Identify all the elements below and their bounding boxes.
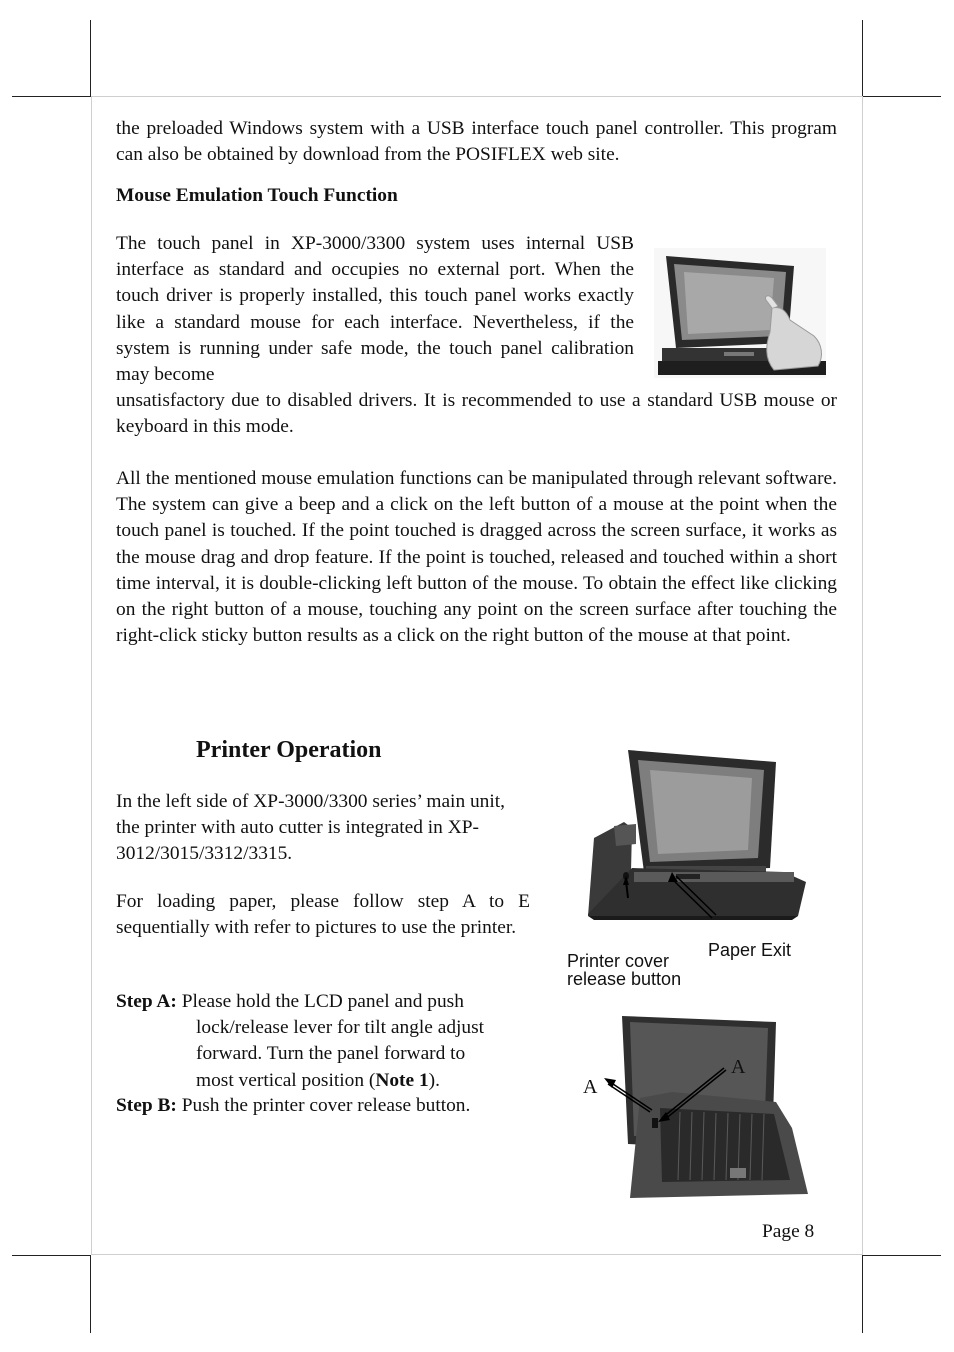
caption-line-1: Printer cover: [567, 951, 670, 971]
crop-mark: [862, 1255, 863, 1333]
label-a-left: A: [583, 1076, 598, 1098]
crop-mark: [863, 1255, 941, 1256]
caption-paper-exit: Paper Exit: [708, 940, 792, 960]
printer-paragraph-2: For loading paper, please follow step A to E sequentially with refer to pictures to use the printer.: [116, 891, 530, 939]
mouse-paragraph-1-wrap: The touch panel in XP-3000/3300 system uses internal USB interface as standard and occupies no external port. When the touch driver is properly installed, this touch panel works exactly like a standard mouse for each interface. Nevertheless, if the system is running under safe mode, the touch panel calibration may become: [116, 233, 634, 386]
intro-paragraph: the preloaded Windows system with a USB interface touch panel controller. This program can also be obtained by download from the POSIFLEX web site.: [116, 118, 837, 166]
section-heading-printer-operation: Printer Operation: [196, 737, 382, 763]
caption-printer-cover-release: [567, 952, 681, 988]
step-a-text-4a: most vertical position (: [196, 1069, 376, 1091]
touch-panel-photo: [654, 248, 826, 378]
step-a-text-4b: ).: [428, 1069, 440, 1091]
caption-line-2: release button: [567, 969, 682, 989]
crop-mark: [12, 1255, 91, 1256]
step-b-label: Step B:: [116, 1095, 177, 1116]
step-a-text-line3: forward. Turn the panel forward to: [196, 1043, 466, 1065]
step-b: [116, 1093, 546, 1119]
step-a-text-line1: Please hold the LCD panel and push: [181, 991, 464, 1012]
crop-mark: [90, 20, 91, 96]
crop-mark: [862, 20, 863, 96]
step-a-text-line2: lock/release lever for tilt angle adjust: [196, 1017, 485, 1039]
step-a-text-line4: [116, 1068, 546, 1094]
pos-terminal-rear-photo: [600, 1012, 814, 1202]
section-heading-mouse-emulation: Mouse Emulation Touch Function: [116, 185, 398, 206]
label-a-right: A: [731, 1056, 746, 1078]
crop-mark: [863, 96, 941, 97]
page-number: Page 8: [762, 1221, 815, 1242]
step-a: [116, 989, 546, 1094]
crop-mark: [90, 1255, 91, 1333]
mouse-paragraph-2: All the mentioned mouse emulation functions can be manipulated through relevant software. The system can give a beep and a click on the left button of a mouse at the point when the touch panel is touched. If the point touched is dragged across the screen surface, it works as the mouse drag and drop feature. If the point is touched, released and touched within a short time interval, it is double-clicking left button of the mouse. To obtain the effect like clicking on the right button of a mouse, touching any point on the screen surface after touching the right-click sticky button results as a click on the right button of the mouse at that point.: [116, 468, 837, 647]
pos-terminal-printer-photo: [584, 748, 810, 970]
mouse-paragraph-1-continued: unsatisfactory due to disabled drivers. It is recommended to use a standard USB mouse or keyboard in this mode.: [116, 390, 837, 438]
printer-paragraph-1: In the left side of XP-3000/3300 series’ main unit, the printer with auto cutter is integrated in XP-3012/3015/3312/3315.: [116, 791, 505, 865]
crop-mark: [12, 96, 91, 97]
step-b-text: Push the printer cover release button.: [181, 1095, 471, 1116]
note-1-ref: Note 1: [375, 1069, 429, 1091]
step-a-label: Step A:: [116, 991, 177, 1012]
